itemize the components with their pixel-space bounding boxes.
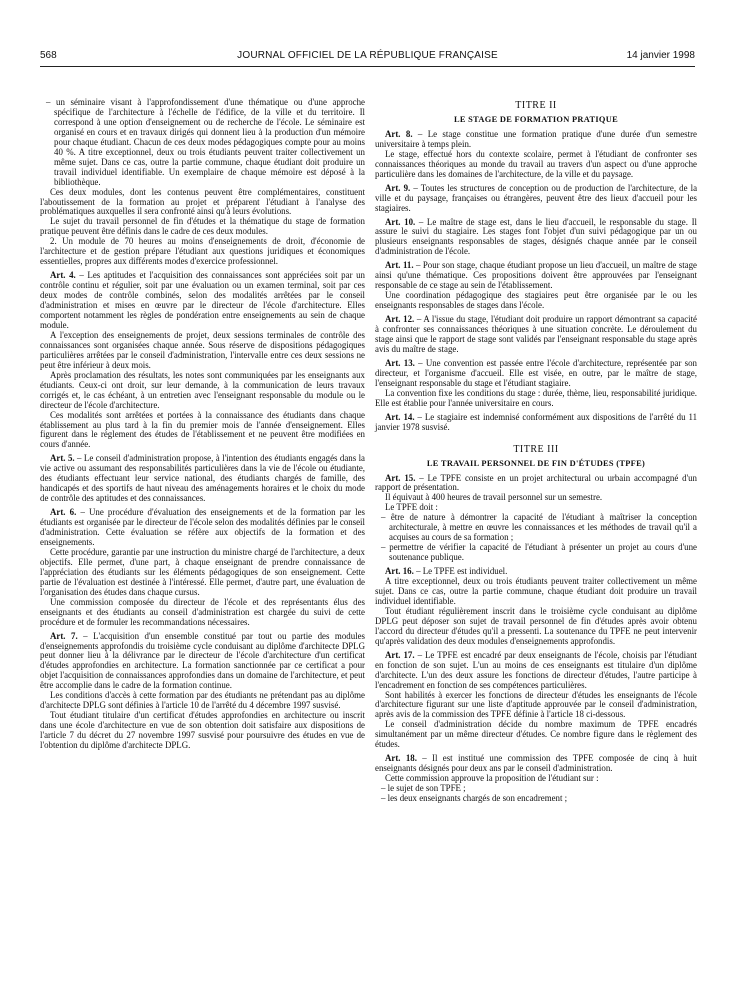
article-text: Toutes les structures de conception ou de production de l'architecture, de la ville et du paysage, françaises ou étrangères, peuvent être des lieux d'accueil pour les stagiaires. <box>375 182 698 213</box>
article-4: Art. 4. – Les aptitudes et l'acquisition des connaissances sont appréciées soit par un contrôle continu et régulier, soit par une évaluation ou un examen terminal, soit par ces deux modes de contrôle combinés, selon des modalités arrêtées par le conseil d'administration et mises en œuvre par le directeur de l'école d'architecture. Elles comportent notamment les règles de pondération entre enseignements au sein de chaque module. <box>40 270 365 330</box>
article-10: Art. 10. – Le maître de stage est, dans le lieu d'accueil, le responsable du stage. Il assure le suivi du stagiaire. Les stages font l'objet d'un suivi pédagogique par un ou plusieurs enseignants responsables de stages, désignés chaque année par le conseil d'administration de l'école. <box>375 216 697 257</box>
article-text: Le stagiaire est indemnisé conformément aux dispositions de l'arrêté du 11 janvier 1978 susvisé. <box>375 411 698 432</box>
header-rule <box>40 66 695 67</box>
article-label: Art. 18. <box>385 753 417 764</box>
article-label: Art. 5. <box>50 453 75 464</box>
paragraph: Le stage, effectué hors du contexte scolaire, permet à l'étudiant de confronter ses connaissances théoriques au monde du travail au travers d'un aspect ou d'une approche particulière dans les domaines de l'architecture, de la ville et du paysage. <box>375 148 697 179</box>
article-text: Le TPFE consiste en un projet architectural ou urbain accompagné d'un rapport de présentation. <box>375 472 697 493</box>
article-label: Art. 17. <box>385 649 415 660</box>
article-6: Art. 6. – Une procédure d'évaluation des enseignements et de la formation par les étudiants est organisée par le directeur de l'école selon des modalités définies par le conseil d'administration. Cette évaluation se réfère aux objectifs de la formation et des enseignements. <box>40 507 365 547</box>
paragraph: Le sujet du travail personnel de fin d'études et la thématique du stage de formation pratique peuvent être définis dans le cadre de ces deux modules. <box>40 216 365 237</box>
article-text: Les aptitudes et l'acquisition des connaissances sont appréciées soit par un contrôle continu et régulier, soit par une évaluation ou un examen terminal, soit par ces deux modes de contrôle combinés, selon des modalités arrêtées par le conseil d'administration et mises en œuvre par le directeur de l'école d'architecture. Elles comportent notamment les règles de pondération entre enseignements au sein de chaque module. <box>40 270 365 330</box>
journal-title: JOURNAL OFFICIEL DE LA RÉPUBLIQUE FRANÇAISE <box>237 50 498 61</box>
list-item: – être de nature à démontrer la capacité de l'étudiant à maîtriser la conception architecturale, à mettre en œuvre les connaissances et les méthodes de travail qu'il a acquises au cours de sa formation ; <box>381 512 697 543</box>
paragraph: Tout étudiant régulièrement inscrit dans le troisième cycle conduisant au diplôme DPLG peut déposer son sujet de travail personnel de fin d'études après avoir obtenu l'accord du directeur d'études qu'il a pressenti. La soutenance du TPFE ne peut intervenir qu'après validation des deux modules d'enseignements approfondis. <box>375 605 697 646</box>
paragraph: Une coordination pédagogique des stagiaires peut être organisée par le ou les enseignants responsables de stages dans l'école. <box>375 290 697 311</box>
article-12: Art. 12. – A l'issue du stage, l'étudiant doit produire un rapport démontrant sa capacité à confronter ses connaissances théoriques à une situation concrète. Le déroulement du stage ainsi que le rapport de stage sont validés par l'enseignant responsable du stage après avis du maître de stage. <box>375 314 697 354</box>
list-item: – le sujet de son TPFE ; <box>381 783 466 794</box>
article-text: Le TPFE est individuel. <box>422 566 508 577</box>
paragraph: Cette procédure, garantie par une instruction du ministre chargé de l'architecture, a deux objectifs. Elle permet, d'une part, à chaque enseignant de prendre connaissance de l'appréciation des étudiants sur les éléments pédagogiques de son enseignement. Cette partie de l'évaluation est destinée à l'intéressé. Elle permet, d'autre part, une évaluation de l'organisation des études dans chaque cursus. <box>40 546 365 597</box>
article-label: Art. 6. <box>50 507 77 518</box>
left-column <box>40 98 365 751</box>
article-5: Art. 5. – Le conseil d'administration propose, à l'intention des étudiants engagés dans la vie active ou assumant des responsabilités particulières dans la vie de l'école ou étudiante, des étudiants effectuant leur service national, des étudiants chargés de famille, des handicapés et des sportifs de haut niveau des aménagements horaires et le choix du mode de contrôle des aptitudes et des connaissances. <box>40 453 365 504</box>
article-text: Le conseil d'administration propose, à l'intention des étudiants engagés dans la vie active ou assumant des responsabilités particulières dans la vie de l'école ou étudiante, des étudiants effectuant leur service national, des étudiants chargés de famille, des handicapés et des sportifs de haut niveau des aménagements horaires et le choix du mode de contrôle des aptitudes et des connaissances. <box>40 453 365 504</box>
article-text: Une procédure d'évaluation des enseignements et de la formation par les étudiants est organisée par le directeur de l'école selon des modalités définies par le conseil d'administration. Cette évaluation se réfère aux objectifs de la formation et des enseignements. <box>40 507 365 547</box>
list-item: – les deux enseignants chargés de son encadrement ; <box>381 793 568 804</box>
page-number: 568 <box>40 50 57 61</box>
titre-iii-heading: TITRE III <box>513 443 559 455</box>
article-text: Le maître de stage est, dans le lieu d'accueil, le responsable du stage. Il assure le suivi du stagiaire. Les stages font l'objet d'un suivi pédagogique par un ou plusieurs enseignants responsables de stages, désignés chaque année par le conseil d'administration de l'école. <box>375 216 697 257</box>
article-text: Le stage constitue une formation pratique d'une durée d'un semestre universitaire à temps plein. <box>375 128 697 149</box>
paragraph: Tout étudiant titulaire d'un certificat d'études approfondies en architecture ou inscrit dans une école d'architecture en vue de son obtention doit satisfaire aux dispositions de l'article 7 du décret du 27 novembre 1997 susvisé pour poursuivre des études en vue de l'obtention du diplôme d'architecte DPLG. <box>40 710 365 751</box>
article-label: Art. 11. <box>385 260 414 271</box>
article-text: Il est institué une commission des TPFE composée de cinq à huit enseignants désignés pour deux ans par le conseil d'administration. <box>375 753 698 774</box>
article-14: Art. 14. – Le stagiaire est indemnisé conformément aux dispositions de l'arrêté du 11 janvier 1978 susvisé. <box>375 411 698 432</box>
paragraph: Il équivaut à 400 heures de travail personnel sur un semestre. <box>385 492 603 503</box>
paragraph: Cette commission approuve la proposition de l'étudiant sur : <box>385 773 599 784</box>
article-13: Art. 13. – Une convention est passée entre l'école d'architecture, représentée par son directeur, et l'organisme d'accueil. Elle est visée, en outre, par le maître de stage, l'enseignant responsable du stage et l'étudiant stagiaire. <box>375 357 697 388</box>
paragraph: Le conseil d'administration décide du nombre maximum de TPFE encadrés simultanément par un même directeur d'études. Ce nombre figure dans le règlement des études. <box>375 719 697 750</box>
paragraph: 2. Un module de 70 heures au moins d'enseignements de droit, d'économie de l'architecture et de gestion prépare l'étudiant aux questions juridiques et économiques essentielles, propres aux différents modes d'exercice professionnel. <box>40 236 365 267</box>
article-label: Art. 10. <box>385 216 416 227</box>
article-16: Art. 16. – Le TPFE est individuel. <box>385 566 508 577</box>
publication-date: 14 janvier 1998 <box>626 50 695 61</box>
article-text: Le TPFE est encadré par deux enseignants de l'école, choisis par l'étudiant en fonction de son sujet. L'un au moins de ces enseignants est titulaire d'un diplôme d'architecte. L'un des deux assure les fonctions de directeur d'études, l'autre participe à l'encadrement en fonction de ses compétences particulières. <box>375 649 697 690</box>
right-column <box>375 101 697 804</box>
article-label: Art. 8. <box>385 128 413 139</box>
page-header <box>40 50 695 66</box>
titre-iii-subtitle: LE TRAVAIL PERSONNEL DE FIN D'ÉTUDES (TPFE) <box>426 458 646 468</box>
paragraph: Ces deux modules, dont les contenus peuvent être complémentaires, constituent l'aboutissement de la formation au projet et préparent l'étudiant à l'analyse des problématiques auxquelles il sera confronté ainsi qu'à leurs évolutions. <box>40 186 365 217</box>
article-text: Une convention est passée entre l'école d'architecture, représentée par son directeur, et l'organisme d'accueil. Elle est visée, en outre, par le maître de stage, l'enseignant responsable du stage et l'étudiant stagiaire. <box>375 357 697 388</box>
paragraph: Le TPFE doit : <box>385 502 438 513</box>
paragraph: Sont habilités à exercer les fonctions de directeur d'études les enseignants de l'école d'architecture figurant sur une liste d'aptitude approuvée par le conseil d'administration, après avis de la commission des TPFE définie à l'article 18 ci-dessous. <box>375 689 697 720</box>
paragraph: La convention fixe les conditions du stage : durée, thème, lieu, responsabilité juridique. Elle est établie pour l'année universitaire en cours. <box>375 387 697 408</box>
article-label: Art. 13. <box>385 357 415 368</box>
article-text: A l'issue du stage, l'étudiant doit produire un rapport démontrant sa capacité à confronter ses connaissances théoriques à une situation concrète. Le déroulement du stage ainsi que le rapport de stage sont validés par l'enseignant responsable du stage après avis du maître de stage. <box>375 314 697 354</box>
article-11: Art. 11. – Pour son stage, chaque étudiant propose un lieu d'accueil, un maître de stage ainsi qu'une thématique. Ces propositions doivent être approuvées par l'enseignant responsable de ce stage au sein de l'établissement. <box>375 260 697 291</box>
paragraph: Après proclamation des résultats, les notes sont communiquées par les enseignants aux étudiants. Ceux-ci ont droit, sur leur demande, à la communication de leurs travaux corrigés et, le cas échéant, à un entretien avec l'enseignant responsable du module ou le directeur de l'école d'architecture. <box>40 369 365 410</box>
paragraph: Ces modalités sont arrêtées et portées à la connaissance des étudiants dans chaque établissement au plus tard à la fin du premier mois de l'année d'enseignement. Elles figurent dans le règlement des études de l'établissement et ne peuvent être modifiées en cours d'année. <box>40 409 365 450</box>
titre-ii-heading: TITRE II <box>515 100 557 111</box>
article-7: Art. 7. – L'acquisition d'un ensemble constitué par tout ou partie des modules d'enseignements approfondis du troisième cycle conduisant au diplôme d'architecte DPLG peut donner lieu à la délivrance par le directeur de l'école d'architecture d'un certificat d'études approfondies en architecture. La formation sanctionnée par ce certificat a pour objet l'acquisition de connaissances approfondies dans un domaine de l'architecture, et peut être accomplie dans le cadre de la formation continue. <box>40 630 365 691</box>
article-label: Art. 16. <box>385 566 414 577</box>
titre-ii-subtitle: LE STAGE DE FORMATION PRATIQUE <box>454 114 618 124</box>
article-label: Art. 4. <box>50 270 76 281</box>
paragraph: A titre exceptionnel, deux ou trois étudiants peuvent traiter collectivement un même sujet. Dans ce cas, outre la partie commune, chaque étudiant doit produire un travail individuel identifiable. <box>375 576 697 606</box>
article-9: Art. 9. – Toutes les structures de conception ou de production de l'architecture, de la ville et du paysage, françaises ou étrangères, peuvent être des lieux d'accueil pour les stagiaires. <box>375 182 698 213</box>
article-label: Art. 15. <box>385 472 416 483</box>
paragraph: Les conditions d'accès à cette formation par des étudiants ne prétendant pas au diplôme d'architecte DPLG sont définies à l'article 10 de l'arrêté du 4 décembre 1997 susvisé. <box>40 690 365 711</box>
article-18: Art. 18. – Il est institué une commission des TPFE composée de cinq à huit enseignants désignés pour deux ans par le conseil d'administration. <box>375 753 698 774</box>
article-text: L'acquisition d'un ensemble constitué par tout ou partie des modules d'enseignements approfondis du troisième cycle conduisant au diplôme d'architecte DPLG peut donner lieu à la délivrance par le directeur de l'école d'architecture d'un certificat d'études approfondies en architecture. La formation sanctionnée par ce certificat a pour objet l'acquisition de connaissances approfondies dans un domaine de l'architecture, et peut être accomplie dans le cadre de la formation continue. <box>40 630 365 691</box>
article-8: Art. 8. – Le stage constitue une formation pratique d'une durée d'un semestre universitaire à temps plein. <box>375 128 697 149</box>
article-label: Art. 14. <box>385 411 415 422</box>
article-15: Art. 15. – Le TPFE consiste en un projet architectural ou urbain accompagné d'un rapport de présentation. <box>375 472 697 493</box>
article-17: Art. 17. – Le TPFE est encadré par deux enseignants de l'école, choisis par l'étudiant en fonction de son sujet. L'un au moins de ces enseignants est titulaire d'un diplôme d'architecte. L'un des deux assure les fonctions de directeur d'études, l'autre participe à l'encadrement en fonction de ses compétences particulières. <box>375 649 697 690</box>
list-item: – permettre de vérifier la capacité de l'étudiant à présenter un projet au cours d'une soutenance publique. <box>381 542 697 563</box>
article-label: Art. 9. <box>385 182 411 193</box>
paragraph: A l'exception des enseignements de projet, deux sessions terminales de contrôle des connaissances sont organisées chaque année. Sous réserve de dispositions pédagogiques particulières arrêtées par le conseil d'administration, l'intervalle entre ces deux sessions ne peut être inférieur à deux mois. <box>40 329 365 370</box>
article-label: Art. 7. <box>50 630 78 641</box>
article-text: Pour son stage, chaque étudiant propose un lieu d'accueil, un maître de stage ainsi qu'une thématique. Ces propositions doivent être approuvées par l'enseignant responsable de ce stage au sein de l'établissement. <box>375 260 697 291</box>
list-item: – un séminaire visant à l'approfondissement d'une thématique ou d'une approche spécifique de l'architecture à l'échelle de l'édifice, de la ville et du territoire. Il correspond à une option d'enseignement ou de recherche de l'école. Le séminaire est organisé en cours et en travaux dirigés qui donnent lieu à la production d'un mémoire pour chaque étudiant. Chacun de ces deux modes pédagogiques compte pour au moins 40 %. A titre exceptionnel, deux ou trois étudiants peuvent traiter collectivement un même sujet. Dans ce cas, outre la partie commune, chaque étudiant doit produire un travail individuel identifiable. Un exemplaire de chaque mémoire est déposé à la bibliothèque. <box>46 97 365 187</box>
paragraph: Une commission composée du directeur de l'école et des représentants élus des enseignants et des étudiants au conseil d'administration est chargée du suivi de cette procédure et de formuler les recommandations nécessaires. <box>40 596 365 627</box>
article-label: Art. 12. <box>385 314 415 325</box>
